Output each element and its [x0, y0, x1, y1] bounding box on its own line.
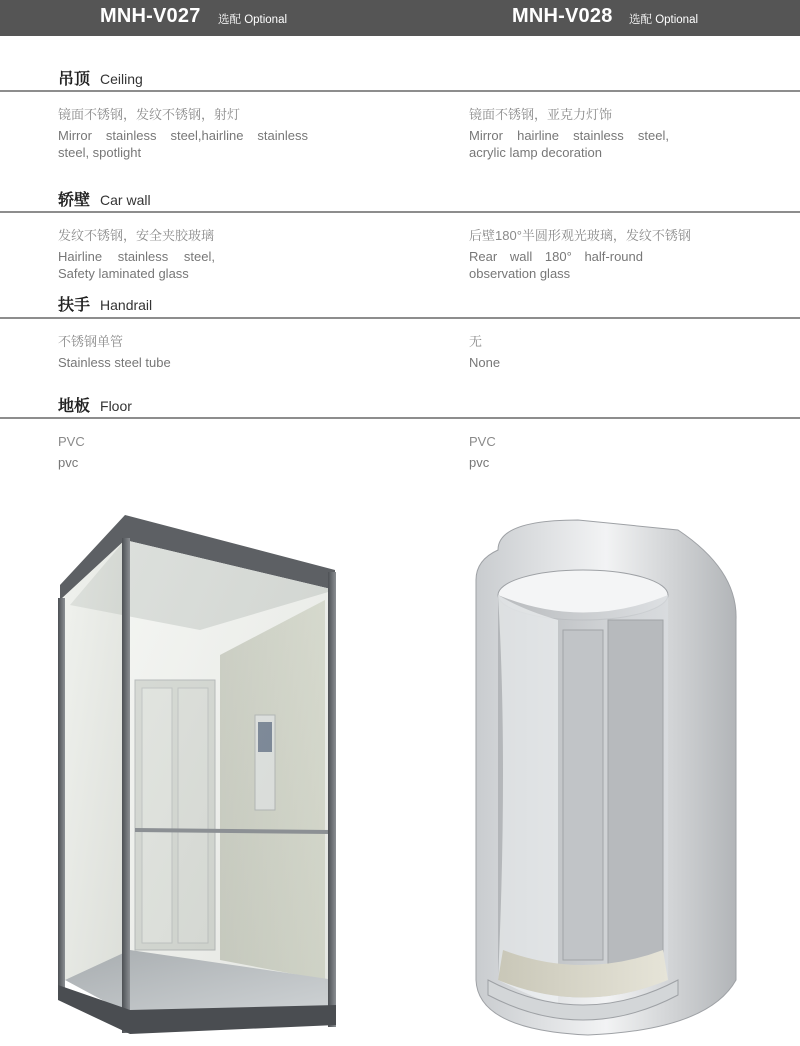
header-bar — [0, 0, 800, 36]
section-title-en: Handrail — [100, 297, 153, 313]
section-title-zh: 轿壁 — [58, 192, 91, 209]
section-divider — [0, 211, 800, 213]
spec-en: Hairline stainless steel, Safety laminated glass — [58, 249, 215, 281]
spec-zh: 无 — [469, 334, 483, 349]
spec-zh: 不锈钢单管 — [58, 334, 124, 349]
spec-en: Mirror stainless steel,hairline stainless steel, spotlight — [58, 128, 308, 160]
spec-cell-left — [58, 106, 308, 161]
optional-label-right: 选配 Optional — [629, 14, 699, 26]
section-title-zh: 扶手 — [58, 297, 91, 314]
elevator-cabin-illustration-right — [468, 510, 740, 1040]
section-title-zh: 吊顶 — [58, 71, 91, 88]
section-divider — [0, 90, 800, 92]
spec-zh: 镜面不锈钢，亚克力灯饰 — [469, 107, 613, 122]
elevator-cabin-illustration-left — [50, 510, 350, 1040]
spec-cell-right — [469, 333, 669, 371]
spec-zh: PVC — [469, 434, 496, 449]
spec-en: Mirror hairline stainless steel, acrylic lamp decoration — [469, 128, 669, 160]
model-name-left: MNH-V027 — [100, 5, 201, 27]
section-divider — [0, 317, 800, 319]
section-title-zh: 地板 — [58, 398, 91, 415]
spec-cell-right — [469, 106, 669, 161]
optional-label-left: 选配 Optional — [218, 14, 288, 26]
section-title-en: Car wall — [100, 192, 151, 208]
section-title-handrail — [58, 292, 152, 315]
spec-en: Rear wall 180° half-round observation glass — [469, 249, 643, 281]
spec-zh: PVC — [58, 434, 85, 449]
spec-en: pvc — [58, 455, 79, 470]
section-title-en: Floor — [100, 398, 132, 414]
spec-zh: 镜面不锈钢，发纹不锈钢，射灯 — [58, 107, 241, 122]
spec-cell-left — [58, 227, 215, 282]
section-title-floor — [58, 393, 132, 416]
section-divider — [0, 417, 800, 419]
spec-cell-right — [469, 433, 669, 471]
spec-en: pvc — [469, 455, 490, 470]
spec-zh: 发纹不锈钢，安全夹胶玻璃 — [58, 228, 215, 243]
section-title-ceiling — [58, 66, 143, 89]
spec-cell-right — [469, 227, 691, 282]
section-title-car-wall — [58, 187, 151, 210]
spec-zh: 后壁180°半圆形观光玻璃，发纹不锈钢 — [469, 228, 691, 243]
spec-en: Stainless steel tube — [58, 355, 171, 370]
section-title-en: Ceiling — [100, 71, 143, 87]
spec-en: None — [469, 355, 501, 370]
spec-cell-left — [58, 333, 308, 371]
model-name-right: MNH-V028 — [512, 5, 613, 27]
spec-cell-left — [58, 433, 308, 471]
